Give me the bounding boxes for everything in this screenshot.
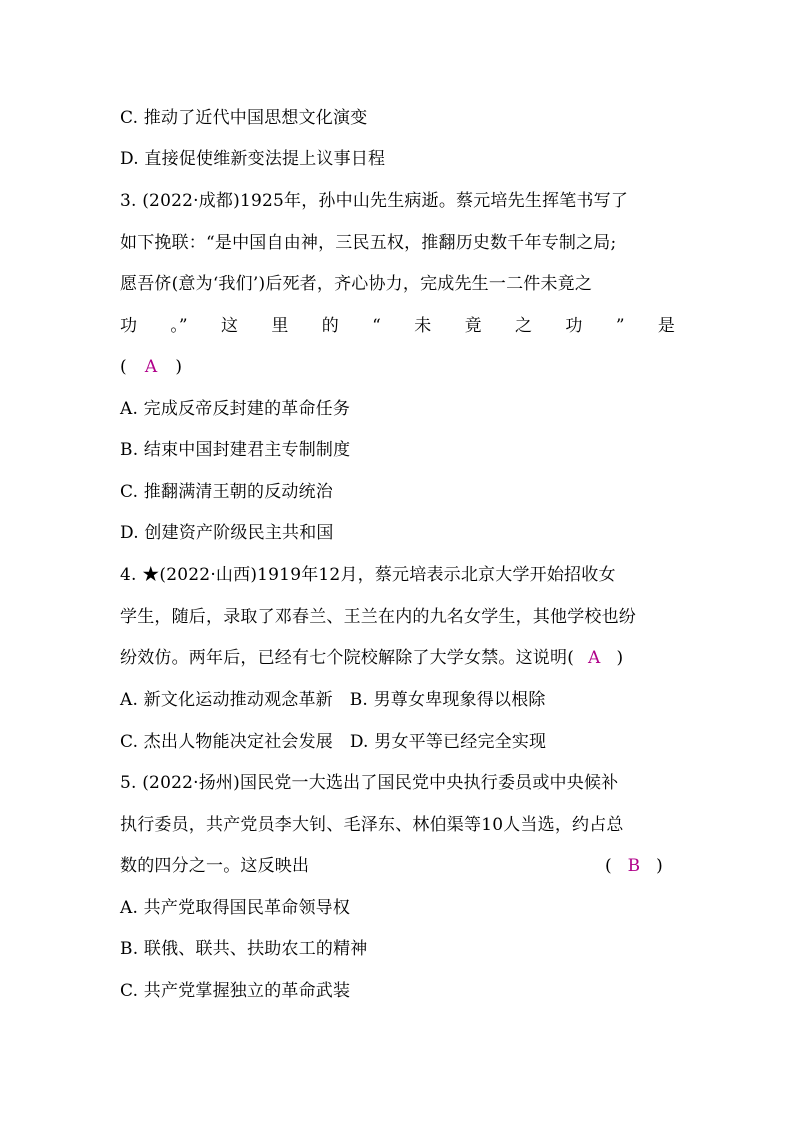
- q4-stem-text: 纷效仿。两年后，已经有七个院校解除了大学女禁。这说明(: [120, 648, 575, 668]
- q3-line4-part: 竟: [464, 316, 482, 336]
- q3-stem-line-2: 如下挽联：“是中国自由神，三民五权，推翻历史数千年专制之局;: [120, 233, 617, 253]
- q3-line4-part: 未: [414, 316, 432, 336]
- q4-stem-line-2: 学生，随后，录取了邓春兰、王兰在内的九名女学生，其他学校也纷: [120, 607, 636, 627]
- q5-stem-line-3: 数的四分之一。这反映出: [120, 856, 310, 876]
- q3-line4-part: 。”: [170, 316, 188, 336]
- q3-answer-bracket: [120, 356, 182, 378]
- q3-option-a: A. 完成反帝反封建的革命任务: [120, 399, 351, 419]
- q4-options-cd: C. 杰出人物能决定社会发展 D. 男女平等已经完全实现: [120, 732, 547, 752]
- q3-line4-part: 功: [120, 316, 137, 336]
- q5-stem-line-1: 5. (2022·扬州)国民党一大选出了国民党中央执行委员或中央候补: [120, 773, 619, 793]
- q3-line4-part: 是: [657, 316, 675, 336]
- q3-option-d: D. 创建资产阶级民主共和国: [120, 523, 334, 543]
- q3-line4-part: 里: [271, 316, 289, 336]
- q5-answer-bracket: [605, 855, 663, 877]
- q5-paren-open: (: [605, 856, 612, 876]
- q3-line4-part: ”: [615, 316, 625, 336]
- q3-line4-part: “: [372, 316, 381, 336]
- q5-option-b: B. 联俄、联共、扶助农工的精神: [120, 939, 368, 959]
- q4-paren-close: ): [616, 648, 624, 668]
- q5-option-c: C. 共产党掌握独立的革命武装: [120, 981, 351, 1001]
- q3-line4-part: 的: [321, 316, 339, 336]
- q5-paren-close: ): [656, 856, 663, 876]
- q3-stem-line-4: [120, 315, 675, 337]
- q2-option-d: D. 直接促使维新变法提上议事日程: [120, 149, 386, 169]
- q3-answer: A: [144, 357, 158, 377]
- q4-options-ab: A. 新文化运动推动观念革新 B. 男尊女卑现象得以根除: [120, 690, 546, 710]
- q5-answer: B: [627, 856, 641, 876]
- q3-option-b: B. 结束中国封建君主专制制度: [120, 440, 351, 460]
- q3-stem-line-1: 3. (2022·成都)1925年，孙中山先生病逝。蔡元培先生挥笔书写了: [120, 191, 629, 211]
- q4-stem-line-1: 4. ★(2022·山西)1919年12月，蔡元培表示北京大学开始招收女: [120, 565, 616, 585]
- q3-paren-open: (: [120, 357, 127, 377]
- q3-paren-close: ): [175, 357, 183, 377]
- q5-option-a: A. 共产党取得国民革命领导权: [120, 898, 351, 918]
- q3-stem-line-3: 愿吾侪(意为‘我们’)后死者，齐心协力，完成先生一二件未竟之: [120, 274, 593, 294]
- q4-stem-line-3: [120, 647, 623, 669]
- q2-option-c: C. 推动了近代中国思想文化演变: [120, 108, 368, 128]
- q3-option-c: C. 推翻满清王朝的反动统治: [120, 482, 334, 502]
- q3-line4-part: 之: [515, 316, 533, 336]
- q3-line4-part: 功: [565, 316, 583, 336]
- q3-line4-part: 这: [220, 316, 238, 336]
- q4-answer: A: [588, 648, 601, 668]
- q5-stem-line-2: 执行委员，共产党员李大钊、毛泽东、林伯渠等10人当选，约占总: [120, 815, 624, 835]
